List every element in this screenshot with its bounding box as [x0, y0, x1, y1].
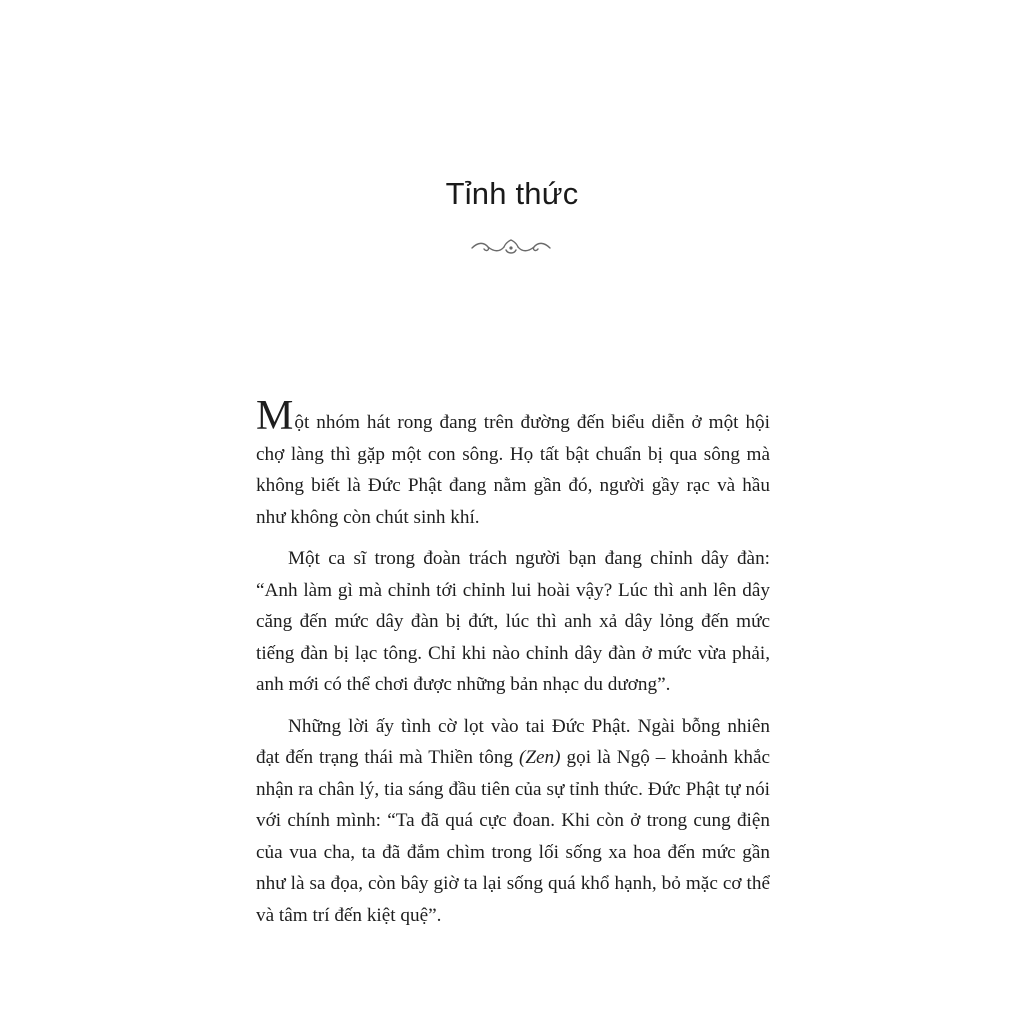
- paragraph-3-after: gọi là Ngộ – khoảnh khắc nhận ra chân lý, tia sáng đầu tiên của sự tỉnh thức. Đức Phật tự nói với chính mình: “Ta đã quá cực đoan. Khi còn ở trong cung điện của vua cha, ta đã đắm chìm trong lối sống xa hoa đến mức gần như là sa đọa, còn bây giờ ta lại sống quá khổ hạnh, bỏ mặc cơ thể và tâm trí đến kiệt quệ”.: [256, 747, 770, 926]
- drop-cap: M: [256, 393, 294, 439]
- paragraph-2: Một ca sĩ trong đoàn trách người bạn đang chỉnh dây đàn: “Anh làm gì mà chỉnh tới chỉnh lui hoài vậy? Lúc thì anh lên dây căng đến mức dây đàn bị đứt, lúc thì anh xả dây lỏng đến mức tiếng đàn bị lạc tông. Chỉ khi nào chỉnh dây đàn ở mức vừa phải, anh mới có thể chơi được những bản nhạc du dương”.: [256, 548, 770, 695]
- paragraph-3: [256, 711, 770, 932]
- paragraph-1-text: ột nhóm hát rong đang trên đường đến biểu diễn ở một hội chợ làng thì gặp một con sông. Họ tất bật chuẩn bị qua sông mà không biết là Đức Phật đang nằm gần đó, người gầy rạc và hầu như không còn chút sinh khí.: [256, 412, 770, 528]
- paragraph-1: [256, 393, 770, 533]
- body-text: [256, 393, 770, 941]
- paragraph-3-before: Những lời ấy tình cờ lọt vào tai Đức Phật. Ngài bỗng nhiên đạt đến trạng thái mà Thiền tông: [256, 715, 770, 768]
- chapter-title: Tỉnh thức: [445, 176, 579, 211]
- flourish-ornament-icon: [470, 238, 552, 258]
- zen-italic: (Zen): [518, 747, 561, 768]
